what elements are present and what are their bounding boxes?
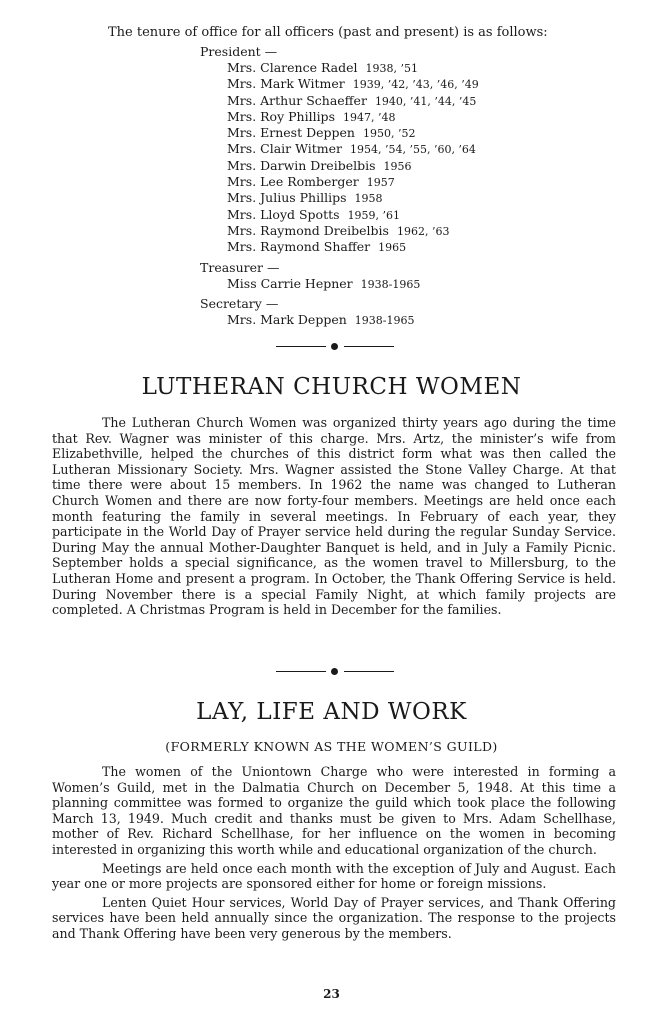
officer-entry <box>227 60 620 76</box>
officer-entry <box>227 312 620 328</box>
divider-line <box>276 671 326 672</box>
officer-entry <box>227 223 620 239</box>
officer-years: 1938-1965 <box>360 277 421 291</box>
officers-intro: The tenure of office for all officers (past and present) is as follows: <box>108 25 548 40</box>
officer-years: 1939, ’42, ’43, ’46, ’49 <box>352 78 479 92</box>
officer-name: Mrs. Lee Romberger <box>227 174 359 190</box>
officer-entry <box>227 190 620 206</box>
officer-name: Mrs. Roy Phillips <box>227 108 335 124</box>
officer-years: 1947, ’48 <box>342 110 396 124</box>
llw-paragraph: Lenten Quiet Hour services, World Day of Prayer services, and Thank Offering services have been held annually since the organization. The response to the projects and Thank Offering have been very generous by the members. <box>52 894 616 941</box>
divider-dot <box>331 343 338 350</box>
role-title: Secretary — <box>200 295 279 311</box>
officer-years: 1938-1965 <box>354 313 415 327</box>
officer-entry <box>227 239 620 255</box>
officer-role-secretary <box>200 296 620 328</box>
role-title: Treasurer — <box>200 259 280 275</box>
officer-name: Mrs. Mark Deppen <box>227 311 347 327</box>
officer-years: 1954, ’54, ’55, ’60, ’64 <box>349 143 476 157</box>
officer-years: 1950, ’52 <box>362 127 416 141</box>
role-title: President — <box>200 44 278 59</box>
divider-line <box>276 346 326 347</box>
section-divider <box>276 667 394 677</box>
officer-years: 1957 <box>366 176 395 190</box>
officer-years: 1962, ’63 <box>396 224 450 238</box>
officer-entry <box>227 93 620 109</box>
officer-name: Mrs. Raymond Dreibelbis <box>227 222 389 238</box>
officer-entry <box>227 76 620 92</box>
officer-years: 1956 <box>383 159 412 173</box>
officer-years: 1938, ’51 <box>365 62 418 75</box>
divider-line <box>344 346 394 347</box>
page-number: 23 <box>323 987 340 1001</box>
lcw-paragraph: The Lutheran Church Women was organized thirty years ago during the time that Rev. Wagner was minister of this charge. Mrs. Artz, the minister’s wife from Elizabethville, helped the churches of this district form what was then called the Lutheran Missionary Society. Mrs. Wagner assisted the Stone Valley Charge. At that time there were about 15 members. In 1962 the name was changed to Lutheran Church Women and there are now forty-four members. Meetings are held once each month featuring the family in several meetings. In February of each year, they participate in the World Day of Prayer service held during the regular Sunday Service. During May the annual Mother-Daughter Banquet is held, and in July a Family Picnic. September holds a special significance, as the women travel to Millersburg, to the Lutheran Home and present a program. In October, the Thank Offering Service is held. During November there is a special Family Night, at which family projects are completed. A Christmas Program is held in December for the families. <box>52 415 616 618</box>
officer-entry <box>227 207 620 223</box>
section-divider <box>276 342 394 352</box>
officer-name: Mrs. Darwin Dreibelbis <box>227 157 376 173</box>
officer-years: 1940, ’41, ’44, ’45 <box>374 94 477 108</box>
officer-name: Mrs. Julius Phillips <box>227 190 347 206</box>
officer-entry <box>227 276 620 292</box>
officer-name: Mrs. Lloyd Spotts <box>227 206 340 222</box>
divider-dot <box>331 668 338 675</box>
officer-name: Mrs. Clair Witmer <box>227 141 342 157</box>
officer-name: Mrs. Clarence Radel <box>227 60 358 75</box>
llw-heading: LAY, LIFE AND WORK <box>196 699 467 725</box>
llw-subheading: (FORMERLY KNOWN AS THE WOMEN’S GUILD) <box>165 739 498 754</box>
officers-list <box>200 44 620 332</box>
lcw-body <box>52 415 616 621</box>
officer-name: Mrs. Raymond Shaffer <box>227 239 371 255</box>
officer-entry <box>227 141 620 157</box>
officer-entry <box>227 109 620 125</box>
officer-name: Miss Carrie Hepner <box>227 275 353 291</box>
officer-name: Mrs. Ernest Deppen <box>227 125 355 141</box>
officer-name: Mrs. Arthur Schaeffer <box>227 92 367 108</box>
officer-name: Mrs. Mark Witmer <box>227 76 345 92</box>
llw-paragraph: The women of the Uniontown Charge who were interested in forming a Women’s Guild, met in the Dalmatia Church on December 5, 1948. At this time a planning committee was formed to organize the guild which took place the following March 13, 1949. Much credit and thanks must be given to Mrs. Adam Schellhase, mother of Rev. Richard Schellhase, for her influence on the women in becoming interested in organizing this worth while and educational organization of the church. <box>52 764 616 857</box>
officer-role-president <box>200 44 620 256</box>
officer-years: 1959, ’61 <box>347 208 401 222</box>
officer-entry <box>227 125 620 141</box>
officer-role-treasurer <box>200 260 620 292</box>
divider-line <box>344 671 394 672</box>
llw-paragraph: Meetings are held once each month with the exception of July and August. Each year one or more projects are sponsored either for home or foreign missions. <box>52 860 616 892</box>
officer-entry <box>227 174 620 190</box>
lcw-heading: LUTHERAN CHURCH WOMEN <box>141 374 522 400</box>
officer-years: 1965 <box>378 241 407 255</box>
officer-entry <box>227 158 620 174</box>
llw-body <box>52 764 616 945</box>
officer-years: 1958 <box>354 192 383 206</box>
